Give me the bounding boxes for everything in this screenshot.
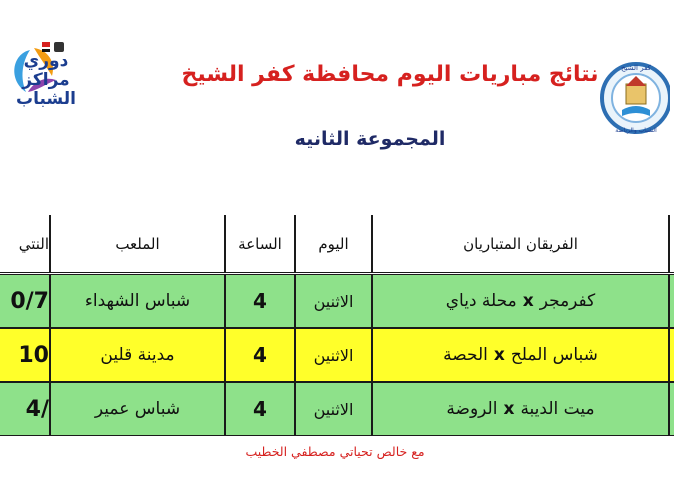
team-home: ميت الديبة: [520, 399, 595, 419]
vs-mark: x: [522, 291, 534, 311]
match-venue: مدينة قلين: [50, 328, 225, 382]
logo-left-line: مراكز: [22, 70, 70, 90]
logo-left-line: دوري: [23, 51, 69, 71]
match-teams: [372, 328, 669, 382]
team-home: شباس الملح: [510, 345, 598, 365]
table-row: [0, 274, 674, 328]
team-home: كفرمجر: [539, 291, 596, 311]
header-time: الساعة: [225, 215, 295, 273]
match-result: [0, 274, 50, 328]
header-venue: الملعب: [50, 215, 225, 273]
match-result: [0, 382, 50, 436]
page-title: نتائج مباريات اليوم محافظة كفر الشيخ: [181, 62, 599, 87]
match-time: 4: [225, 274, 295, 328]
team-away: الروضة: [446, 399, 498, 419]
match-teams: [372, 382, 669, 436]
logo-left-line: الشباب: [16, 89, 76, 109]
svg-text:كفر الشيخ: كفر الشيخ: [621, 64, 651, 72]
match-time: 4: [225, 382, 295, 436]
vs-mark: x: [503, 399, 515, 419]
results-table: [0, 215, 674, 438]
vs-mark: x: [493, 345, 505, 365]
group-subtitle: المجموعة الثانيه: [294, 128, 446, 150]
table-header-row: [0, 215, 674, 273]
match-venue: شباس الشهداء: [50, 274, 225, 328]
result-value: 0/7: [10, 288, 49, 314]
header-day: اليوم: [295, 215, 372, 273]
result-value: 10: [18, 342, 49, 368]
table-edge-cell: [669, 215, 674, 273]
match-day: الاثنين: [295, 382, 372, 436]
match-teams: [372, 274, 669, 328]
svg-text:الشباب والرياضة: الشباب والرياضة: [615, 127, 657, 134]
team-away: الحصة: [443, 345, 488, 365]
match-day: الاثنين: [295, 328, 372, 382]
match-result: [0, 328, 50, 382]
table-edge-cell: [669, 274, 674, 328]
result-value: 4/: [25, 396, 49, 422]
team-away: محلة دياي: [445, 291, 517, 311]
table-row: [0, 382, 674, 436]
table-edge-cell: [669, 328, 674, 382]
signature-footer: مع خالص تحياتي مصطفي الخطيب: [245, 444, 425, 459]
table-row: [0, 328, 674, 382]
match-day: الاثنين: [295, 274, 372, 328]
match-venue: شباس عمير: [50, 382, 225, 436]
match-time: 4: [225, 328, 295, 382]
header-teams: الفريقان المتباريان: [372, 215, 669, 273]
table-edge-cell: [669, 382, 674, 436]
logo-left-text: [16, 52, 76, 109]
header-result: النتي: [0, 215, 50, 273]
